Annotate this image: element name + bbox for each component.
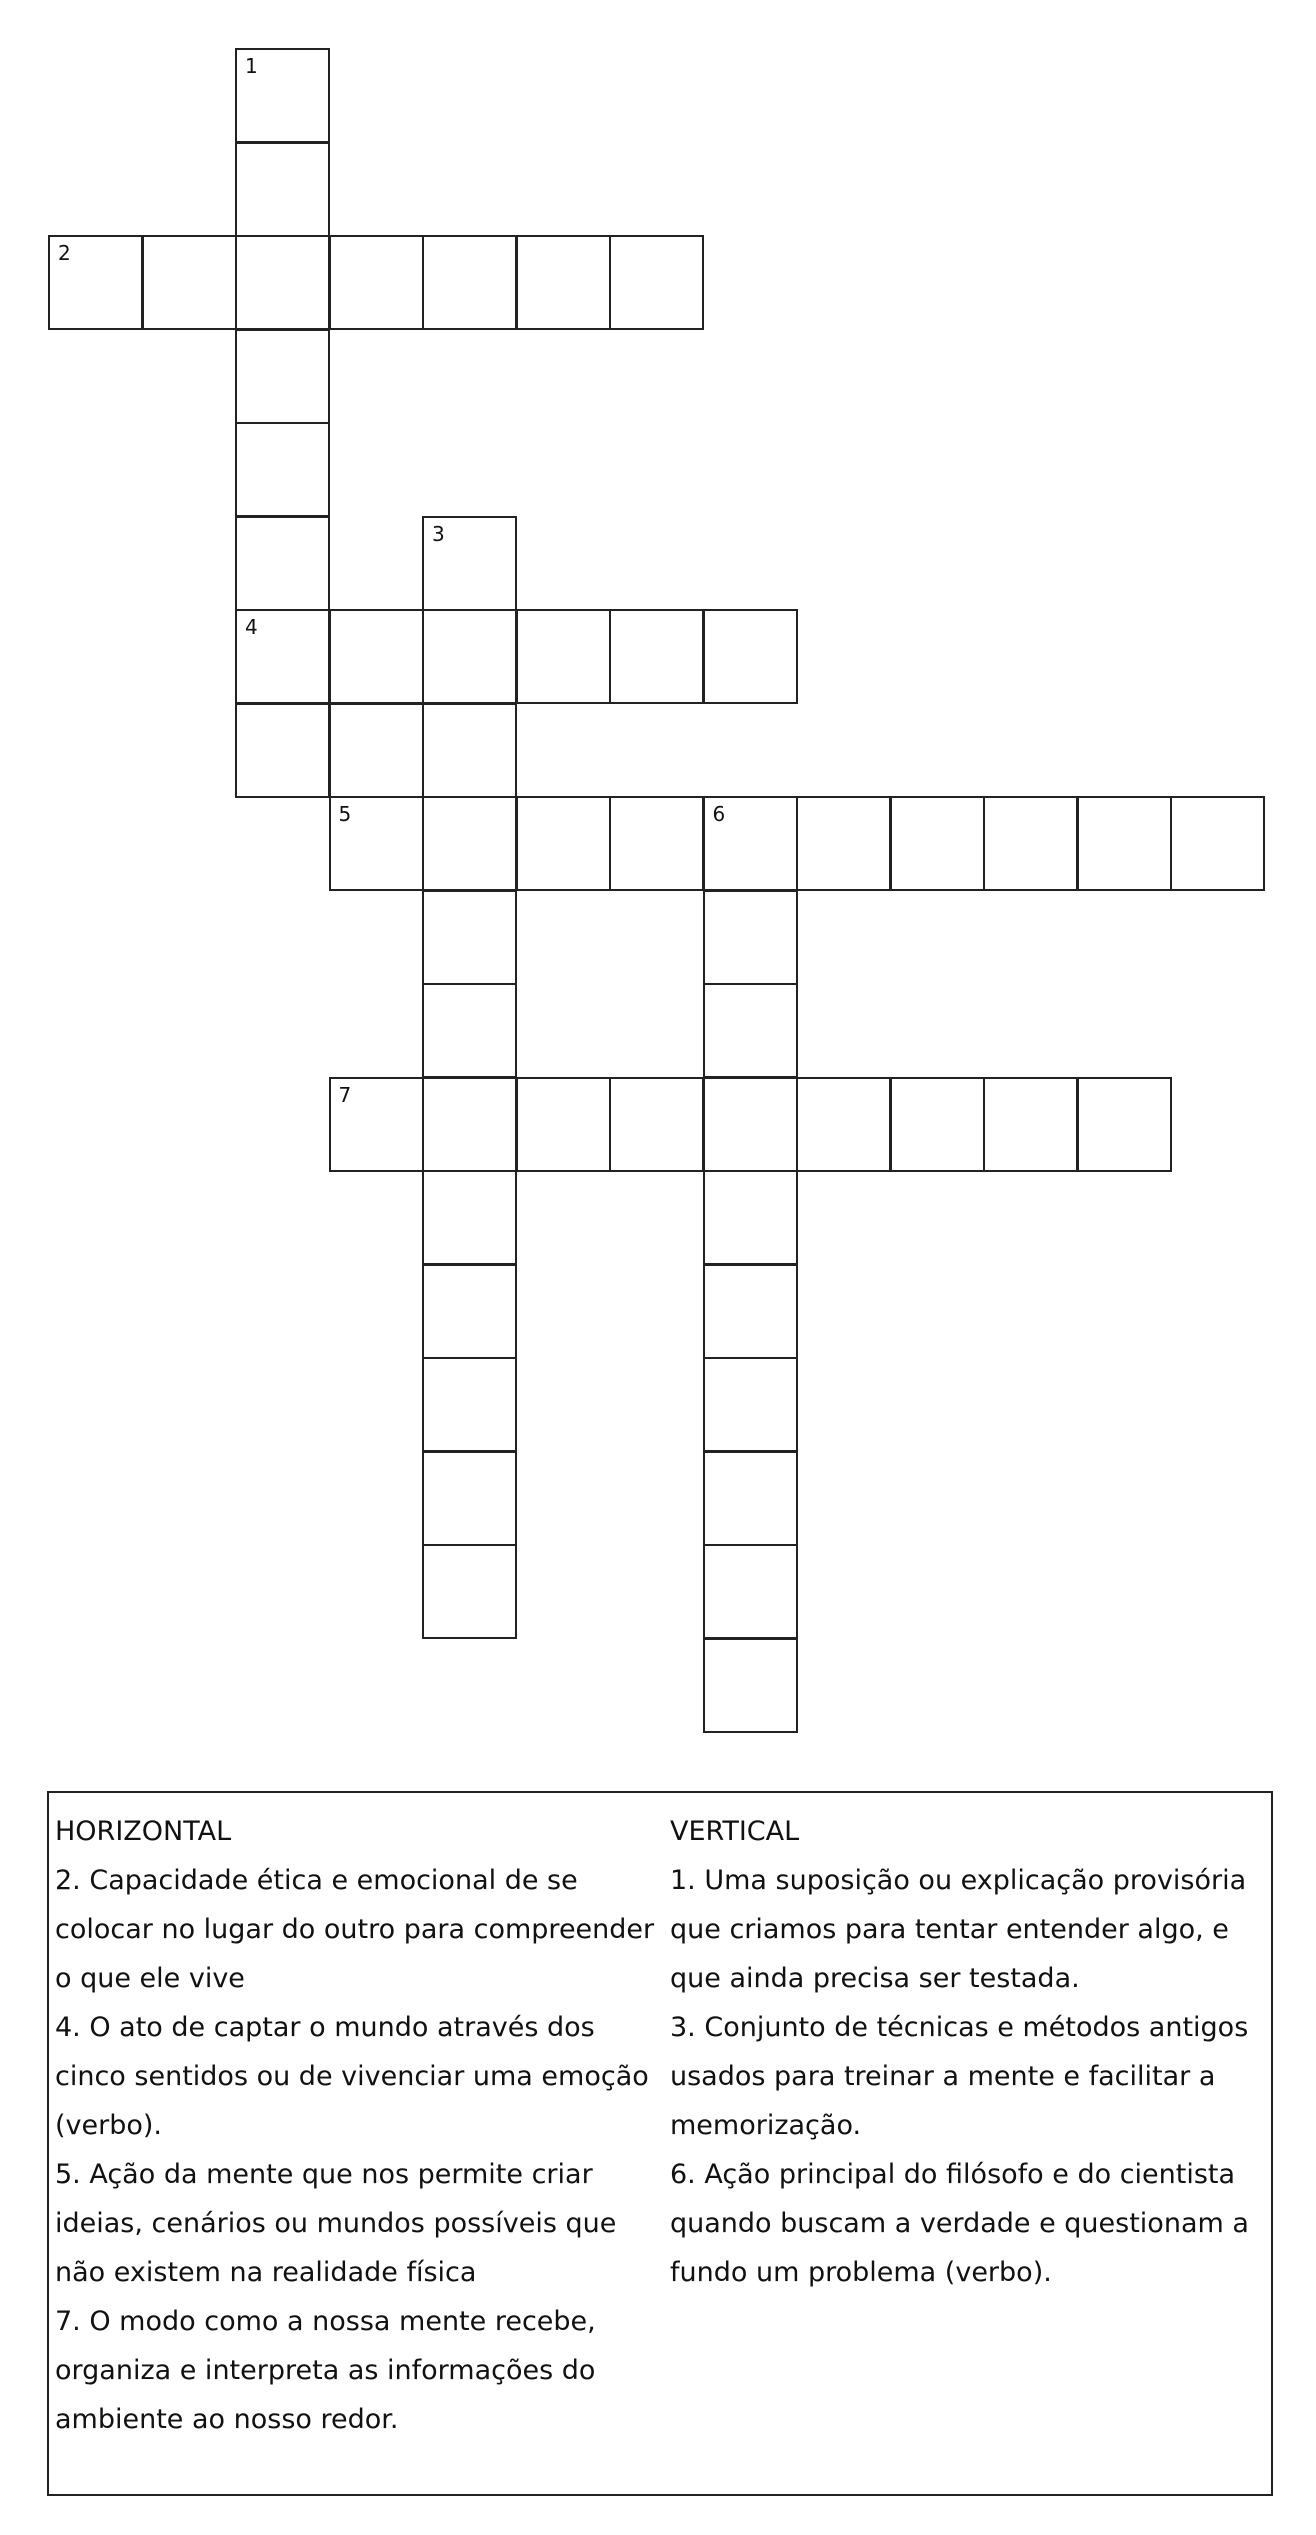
crossword-cell[interactable] [516,796,611,891]
clue-down-6: 6. Ação principal do filósofo e do cientista quando buscam a verdade e questionam a fundo um problema (verbo). [670,2159,1249,2288]
crossword-cell[interactable] [235,235,330,330]
cell-number: 3 [432,521,445,546]
cell-number: 2 [58,241,71,265]
crossword-cell[interactable] [329,703,424,798]
clue-across-2: 2. Capacidade ética e emocional de se colocar no lugar do outro para compreender o que ele vive [55,1865,655,1994]
clues-box [47,1791,1273,2496]
crossword-cell[interactable] [422,609,517,704]
crossword-cell[interactable] [609,796,704,891]
crossword-cell[interactable] [703,609,798,704]
crossword-cell[interactable] [516,1077,611,1172]
crossword-cell[interactable] [422,703,517,798]
clue-across-5: 5. Ação da mente que nos permite criar ideias, cenários ou mundos possíveis que não existem na realidade física [55,2159,617,2288]
vertical-clues [670,1807,1260,2297]
crossword-cell[interactable] [422,1544,517,1639]
crossword-cell[interactable] [142,235,237,330]
crossword-cell[interactable] [235,142,330,237]
crossword-cell[interactable] [329,1077,424,1172]
crossword-cell[interactable] [422,983,517,1078]
crossword-cell[interactable] [329,796,424,891]
crossword-cell[interactable] [703,1451,798,1546]
crossword-cell[interactable] [235,48,330,143]
crossword-cell[interactable] [422,890,517,985]
clue-across-4: 4. O ato de captar o mundo através dos cinco sentidos ou de vivenciar uma emoção (verbo). [55,2012,649,2141]
crossword-cell[interactable] [703,890,798,985]
cell-number: 7 [338,1082,352,1107]
crossword-cell[interactable] [329,609,424,704]
crossword-cell[interactable] [796,1077,891,1172]
crossword-cell[interactable] [235,329,330,424]
crossword-cell[interactable] [422,1264,517,1359]
clue-down-3: 3. Conjunto de técnicas e métodos antigos usados para treinar a mente e facilitar a memorização. [670,2012,1249,2141]
crossword-cell[interactable] [1077,796,1172,891]
crossword-cell[interactable] [703,1357,798,1452]
crossword-cell[interactable] [983,796,1078,891]
clue-down-1: 1. Uma suposição ou explicação provisória que criamos para tentar entender algo, e que ainda precisa ser testada. [670,1865,1247,1994]
crossword-cell[interactable] [1170,796,1265,891]
crossword-cell[interactable] [235,703,330,798]
crossword-cell[interactable] [422,235,517,330]
cell-number: 6 [712,802,726,826]
crossword-cell[interactable] [235,516,330,611]
crossword-cell[interactable] [329,235,424,330]
crossword-cell[interactable] [890,1077,985,1172]
crossword-cell[interactable] [890,796,985,891]
cell-number: 5 [338,802,352,826]
crossword-cell[interactable] [422,1170,517,1265]
crossword-cell[interactable] [703,796,798,891]
crossword-cell[interactable] [703,1264,798,1359]
crossword-cell[interactable] [703,1170,798,1265]
crossword-cell[interactable] [422,1077,517,1172]
crossword-cell[interactable] [1077,1077,1172,1172]
cell-number: 4 [245,615,258,639]
crossword-cell[interactable] [516,609,611,704]
crossword-cell[interactable] [796,796,891,891]
crossword-cell[interactable] [983,1077,1078,1172]
clue-across-7: 7. O modo como a nossa mente recebe, organiza e interpreta as informações do ambiente ao nosso redor. [55,2306,596,2435]
crossword-cell[interactable] [516,235,611,330]
crossword-cell[interactable] [422,1451,517,1546]
crossword-cell[interactable] [703,1544,798,1639]
horizontal-clues [55,1807,665,2444]
crossword-cell[interactable] [703,983,798,1078]
horizontal-heading: HORIZONTAL [55,1816,232,1847]
crossword-cell[interactable] [422,516,517,611]
crossword-cell[interactable] [609,1077,704,1172]
crossword-cell[interactable] [422,1357,517,1452]
vertical-heading: VERTICAL [670,1816,800,1847]
crossword-cell[interactable] [609,235,704,330]
crossword-cell[interactable] [703,1077,798,1172]
crossword-cell[interactable] [48,235,143,330]
crossword-cell[interactable] [422,796,517,891]
crossword-cell[interactable] [235,422,330,517]
crossword-cell[interactable] [235,609,330,704]
cell-number: 1 [245,54,258,78]
crossword-cell[interactable] [703,1638,798,1733]
crossword-cell[interactable] [609,609,704,704]
